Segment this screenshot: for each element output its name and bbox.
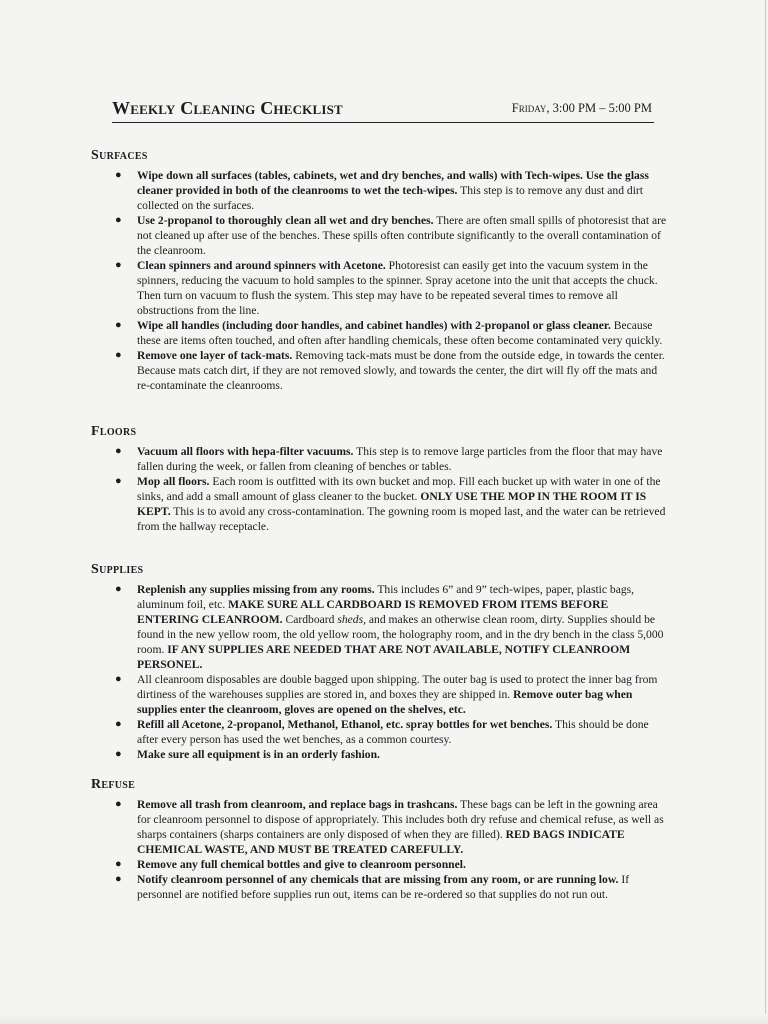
item-bold-text: Make sure all equipment is in an orderly fashion. xyxy=(137,748,380,761)
item-text: Removing tack-mats must be done from the outside edge, in towards the center. Because mats catch dirt, if they are not removed slowly, and towards the center, the dirt will fly off the mats and re-contaminate the cleanrooms. xyxy=(137,349,665,392)
bullet-icon: ● xyxy=(115,319,122,331)
section-heading: Refuse xyxy=(91,777,136,792)
list-item xyxy=(91,797,671,857)
list-item xyxy=(91,318,671,348)
item-bold-text: Vacuum all floors with hepa-filter vacuums. xyxy=(137,445,354,458)
item-text: These bags can be left in the gowning area for cleanroom personnel to dispose of appropriately. This includes both dry refuse and chemical refuse, as well as sharps containers (sharps containers are only disposed of when they are filled). xyxy=(137,798,664,841)
item-bold-text: Wipe all handles (including door handles, and cabinet handles) with 2-propanol or glass cleaner. xyxy=(137,319,611,332)
page-header xyxy=(112,96,654,123)
bullet-icon: ● xyxy=(115,583,122,595)
bullet-icon: ● xyxy=(115,673,122,685)
section-refuse xyxy=(91,777,671,902)
scan-bottom-shadow xyxy=(0,1014,768,1024)
list-item xyxy=(91,213,671,258)
schedule-day: Friday xyxy=(511,101,547,115)
list-item xyxy=(91,747,671,762)
bullet-icon: ● xyxy=(115,748,122,760)
list-item xyxy=(91,672,671,717)
item-text: This step is to remove any dust and dirt collected on the surfaces. xyxy=(137,184,644,212)
item-text: Cardboard xyxy=(282,613,338,626)
bullet-icon: ● xyxy=(115,349,122,361)
bullet-icon: ● xyxy=(115,798,122,810)
schedule-range: , 3:00 PM – 5:00 PM xyxy=(546,101,652,115)
item-bold-text: Clean spinners and around spinners with Acetone. xyxy=(137,259,386,272)
item-bold-text: Remove one layer of tack-mats. xyxy=(137,349,293,362)
item-bold-text: Remove outer bag when supplies enter the cleanroom, gloves are opened on the shelves, etc. xyxy=(137,688,633,716)
section-floors xyxy=(91,424,671,534)
list-item xyxy=(91,717,671,747)
list-item xyxy=(91,444,671,474)
item-italic-text: sheds, xyxy=(337,613,366,626)
item-bold-text: Wipe down all surfaces (tables, cabinets, wet and dry benches, and walls) with Tech-wipes. Use the glass cleaner provided in both of the cleanrooms to wet the tech-wipes. xyxy=(137,169,649,197)
schedule-time xyxy=(512,101,652,116)
item-bold-text: ONLY USE THE MOP IN THE ROOM IT IS KEPT. xyxy=(137,490,647,518)
item-text: Because these are items often touched, and often after handling chemicals, these often become contaminated very quickly. xyxy=(137,319,663,347)
item-text: All cleanroom disposables are double bagged upon shipping. The outer bag is used to protect the inner bag from dirtiness of the warehouses supplies are stored in, and boxes they are shipped in. xyxy=(137,673,658,701)
bullet-icon: ● xyxy=(115,475,122,487)
item-bold-text: MAKE SURE ALL CARDBOARD IS REMOVED FROM ITEMS BEFORE ENTERING CLEANROOM. xyxy=(137,598,609,626)
list-item xyxy=(91,348,671,393)
item-text: Each room is outfitted with its own bucket and mop. Fill each bucket up with water in one of the sinks, and add a small amount of glass cleaner to the bucket. xyxy=(137,475,661,503)
item-bold-text: Remove all trash from cleanroom, and replace bags in trashcans. xyxy=(137,798,458,811)
list-item xyxy=(91,168,671,213)
item-text: This should be done after every person has used the wet benches, as a common courtesy. xyxy=(137,718,649,746)
list-item xyxy=(91,258,671,318)
bullet-icon: ● xyxy=(115,259,122,271)
bullet-icon: ● xyxy=(115,873,122,885)
item-text: If personnel are notified before supplies run out, items can be re-ordered so that supplies do not run out. xyxy=(137,873,630,901)
section-heading: Floors xyxy=(91,424,137,439)
item-bold-text: RED BAGS INDICATE CHEMICAL WASTE, AND MUST BE TREATED CAREFULLY. xyxy=(137,828,625,856)
page-title: Weekly Cleaning Checklist xyxy=(112,98,343,118)
section-heading: Supplies xyxy=(91,562,144,577)
bullet-icon: ● xyxy=(115,718,122,730)
section-supplies xyxy=(91,562,671,762)
section-heading: Surfaces xyxy=(91,148,148,163)
bullet-icon: ● xyxy=(115,445,122,457)
list-item xyxy=(91,857,671,872)
item-bold-text: Remove any full chemical bottles and give to cleanroom personnel. xyxy=(137,858,466,871)
list-item xyxy=(91,474,671,534)
item-text: This is to avoid any cross-contamination. The gowning room is moped last, and the water can be retrieved from the hallway receptacle. xyxy=(137,505,666,533)
item-text: and makes an otherwise clean room, dirty. Supplies should be found in the new yellow room, the old yellow room, the holography room, and in the dry bench in the class 5,000 room. xyxy=(137,613,664,656)
scan-edge xyxy=(765,0,766,1024)
item-bold-text: Notify cleanroom personnel of any chemicals that are missing from any room, or are running low. xyxy=(137,873,619,886)
item-bold-text: IF ANY SUPPLIES ARE NEEDED THAT ARE NOT AVAILABLE, NOTIFY CLEANROOM PERSONEL. xyxy=(137,643,631,671)
list-item xyxy=(91,872,671,902)
item-bold-text: Mop all floors. xyxy=(137,475,210,488)
item-bold-text: Use 2-propanol to thoroughly clean all wet and dry benches. xyxy=(137,214,434,227)
item-text: This includes 6” and 9” tech-wipes, paper, plastic bags, aluminum foil, etc. xyxy=(137,583,635,611)
item-text: This step is to remove large particles from the floor that may have fallen during the week, or fallen from cleaning of benches or tables. xyxy=(137,445,663,473)
item-bold-text: Replenish any supplies missing from any rooms. xyxy=(137,583,375,596)
item-text: Photoresist can easily get into the vacuum system in the spinners, reducing the vacuum to hold samples to the spinner. Spray acetone into the unit that accepts the chuck. Then turn on vacuum to flush the system. This step may have to be repeated several times to remove all obstructions from the line. xyxy=(137,259,658,317)
bullet-icon: ● xyxy=(115,169,122,181)
item-bold-text: Refill all Acetone, 2-propanol, Methanol, Ethanol, etc. spray bottles for wet benches. xyxy=(137,718,553,731)
item-text: There are often small spills of photoresist that are not cleaned up after use of the benches. These spills often contribute significantly to the overall contamination of the cleanroom. xyxy=(137,214,667,257)
bullet-icon: ● xyxy=(115,214,122,226)
section-surfaces xyxy=(91,148,671,393)
list-item xyxy=(91,582,671,672)
bullet-icon: ● xyxy=(115,858,122,870)
